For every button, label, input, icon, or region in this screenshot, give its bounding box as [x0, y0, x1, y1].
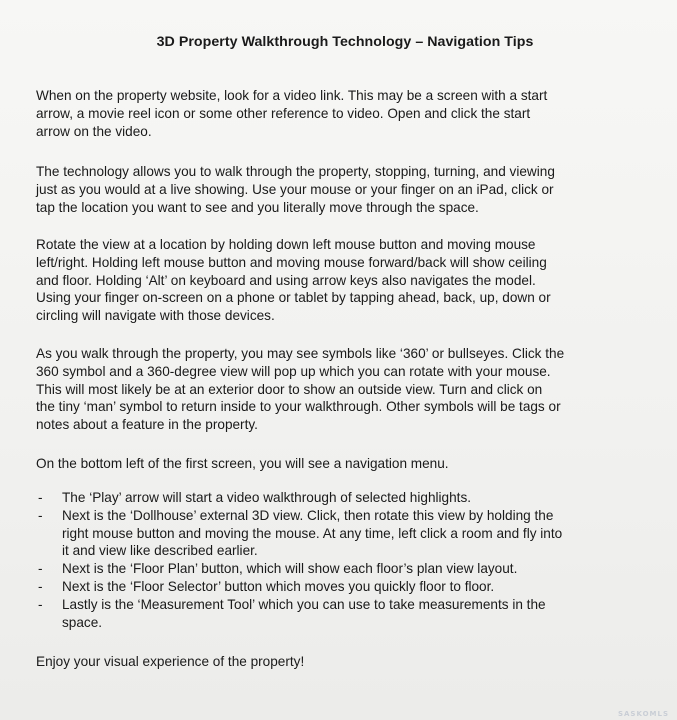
text-line: space. — [62, 614, 103, 630]
text-line: Next is the ‘Floor Selector’ button which moves you quickly floor to floor. — [62, 578, 495, 594]
text-line: Rotate the view at a location by holding down left mouse button and moving mouse — [36, 237, 536, 252]
text-line: arrow on the video. — [36, 123, 152, 139]
list-item — [36, 596, 661, 632]
navigation-menu-list — [36, 489, 661, 631]
text-line: and floor. Holding ‘Alt’ on keyboard and using arrow keys also navigates the model. — [36, 272, 536, 288]
paragraph-symbols — [36, 345, 661, 434]
text-line: arrow, a movie reel icon or some other reference to video. Open and click the start — [36, 105, 531, 121]
list-item — [36, 489, 661, 507]
text-line: Using your finger on-screen on a phone or tablet by tapping ahead, back, up, down or — [36, 290, 551, 306]
list-dash: - — [38, 596, 43, 612]
list-dash: - — [38, 490, 43, 505]
text-line: the tiny ‘man’ symbol to return inside to your walkthrough. Other symbols will be tags or — [36, 399, 561, 415]
paragraph-technology — [36, 163, 661, 216]
paragraph-navigation-menu — [36, 455, 661, 473]
text-line: Next is the ‘Floor Plan’ button, which will show each floor’s plan view layout. — [62, 561, 518, 577]
text-line: 360 symbol and a 360-degree view will pop up which you can rotate with your mouse. — [36, 363, 551, 379]
text-line: Next is the ‘Dollhouse’ external 3D view. Click, then rotate this view by holding the — [62, 507, 554, 523]
text-line: When on the property website, look for a video link. This may be a screen with a start — [36, 88, 548, 103]
list-dash: - — [38, 578, 43, 594]
list-item — [36, 560, 661, 578]
text-line: Lastly is the ‘Measurement Tool’ which you can use to take measurements in the — [62, 596, 546, 612]
list-item — [36, 578, 661, 596]
paragraph-closing — [36, 653, 661, 671]
text-line: right mouse button and moving the mouse. At any time, left click a room and fly into — [62, 525, 563, 541]
watermark: SASKOMLS — [617, 710, 669, 718]
text-line: The technology allows you to walk through the property, stopping, turning, and viewing — [36, 164, 555, 179]
list-item — [36, 507, 661, 560]
paragraph-video-link — [36, 87, 661, 140]
text-line: This will most likely be at an exterior door to show an outside view. Turn and click on — [36, 381, 543, 397]
paragraph-rotate-view — [36, 236, 661, 325]
list-dash: - — [38, 561, 43, 577]
text-line: The ‘Play’ arrow will start a video walkthrough of selected highlights. — [62, 490, 472, 505]
text-line: On the bottom left of the first screen, you will see a navigation menu. — [36, 456, 449, 471]
text-line: circling will navigate with those devices. — [36, 308, 275, 324]
text-line: tap the location you want to see and you literally move through the space. — [36, 199, 479, 215]
list-dash: - — [38, 507, 43, 523]
text-line: As you walk through the property, you may see symbols like ‘360’ or bullseyes. Click the — [36, 346, 565, 361]
page-title: 3D Property Walkthrough Technology – Navigation Tips — [156, 34, 534, 50]
text-line: left/right. Holding left mouse button and moving mouse forward/back will show ceiling — [36, 254, 547, 270]
text-line: notes about a feature in the property. — [36, 417, 258, 433]
text-line: it and view like described earlier. — [62, 543, 258, 559]
text-line: Enjoy your visual experience of the property! — [36, 654, 305, 669]
text-line: just as you would at a live showing. Use your mouse or your finger on an iPad, click or — [36, 181, 554, 197]
